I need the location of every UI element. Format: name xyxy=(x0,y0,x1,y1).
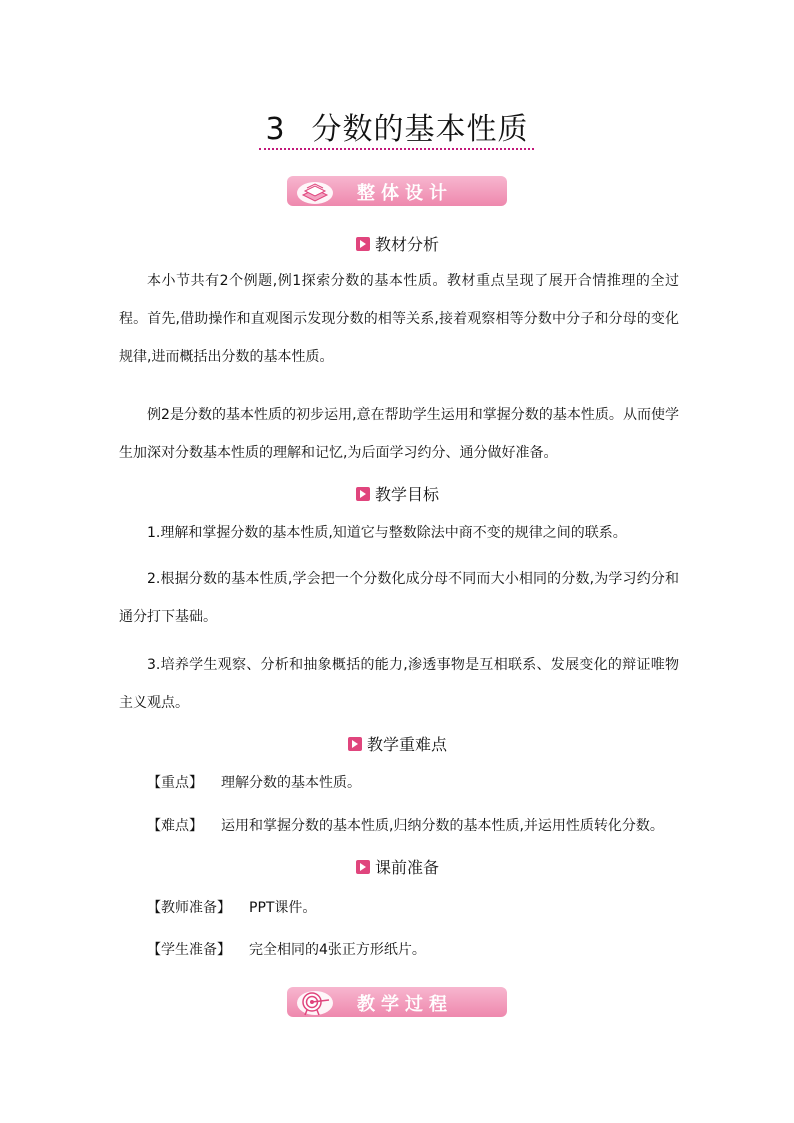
key-point-tag: 【重点】 xyxy=(147,775,203,791)
analysis-paragraph-2: 例2是分数的基本性质的初步运用,意在帮助学生运用和掌握分数的基本性质。从而使学生加深对分数基本性质的理解和记忆,为后面学习约分、通分做好准备。 xyxy=(119,407,679,461)
title-number: 3 xyxy=(265,112,286,147)
analysis-paragraph-1: 本小节共有2个例题,例1探索分数的基本性质。教材重点呈现了展开合情推理的全过程。首先,借助操作和直观图示发现分数的相等关系,接着观察相等分数中分子和分母的变化规律,进而概括出分数的基本性质。 xyxy=(119,273,679,365)
heading-label: 教学重难点 xyxy=(366,735,447,754)
difficult-point-line xyxy=(147,815,664,835)
banner-teaching-process xyxy=(287,987,507,1017)
student-preparation-text: 完全相同的4张正方形纸片。 xyxy=(249,942,426,958)
bookmark-icon xyxy=(355,859,371,875)
student-preparation-tag: 【学生准备】 xyxy=(147,942,231,958)
key-point-line xyxy=(147,772,361,792)
heading-label: 课前准备 xyxy=(374,858,439,877)
teacher-preparation-tag: 【教师准备】 xyxy=(147,900,231,916)
heading-label: 教学目标 xyxy=(374,485,439,504)
bookmark-icon xyxy=(355,236,371,252)
heading-class-preparation xyxy=(0,855,794,879)
banner-overall-design xyxy=(287,176,507,206)
banner-label: 教学过程 xyxy=(357,994,453,1015)
difficult-point-text: 运用和掌握分数的基本性质,归纳分数的基本性质,并运用性质转化分数。 xyxy=(221,818,664,834)
bookmark-icon xyxy=(355,486,371,502)
page-title xyxy=(0,104,794,148)
heading-material-analysis xyxy=(0,232,794,256)
goal-item-2: 2.根据分数的基本性质,学会把一个分数化成分母不同而大小相同的分数,为学习约分和通分打下基础。 xyxy=(119,571,679,625)
student-preparation-line xyxy=(147,939,426,959)
heading-label: 教材分析 xyxy=(374,235,439,254)
title-underline xyxy=(259,148,534,150)
teacher-preparation-text: PPT课件。 xyxy=(249,900,317,916)
teacher-preparation-line xyxy=(147,897,316,917)
title-text: 分数的基本性质 xyxy=(311,112,529,147)
difficult-point-tag: 【难点】 xyxy=(147,818,203,834)
heading-teaching-goals xyxy=(0,482,794,506)
banner-label: 整体设计 xyxy=(357,183,453,204)
goal-item-3: 3.培养学生观察、分析和抽象概括的能力,渗透事物是互相联系、发展变化的辩证唯物主义观点。 xyxy=(119,657,679,711)
key-point-text: 理解分数的基本性质。 xyxy=(221,775,361,791)
bookmark-icon xyxy=(347,736,363,752)
goal-item-1: 1.理解和掌握分数的基本性质,知道它与整数除法中商不变的规律之间的联系。 xyxy=(147,525,627,541)
heading-key-difficult-points xyxy=(0,732,794,756)
